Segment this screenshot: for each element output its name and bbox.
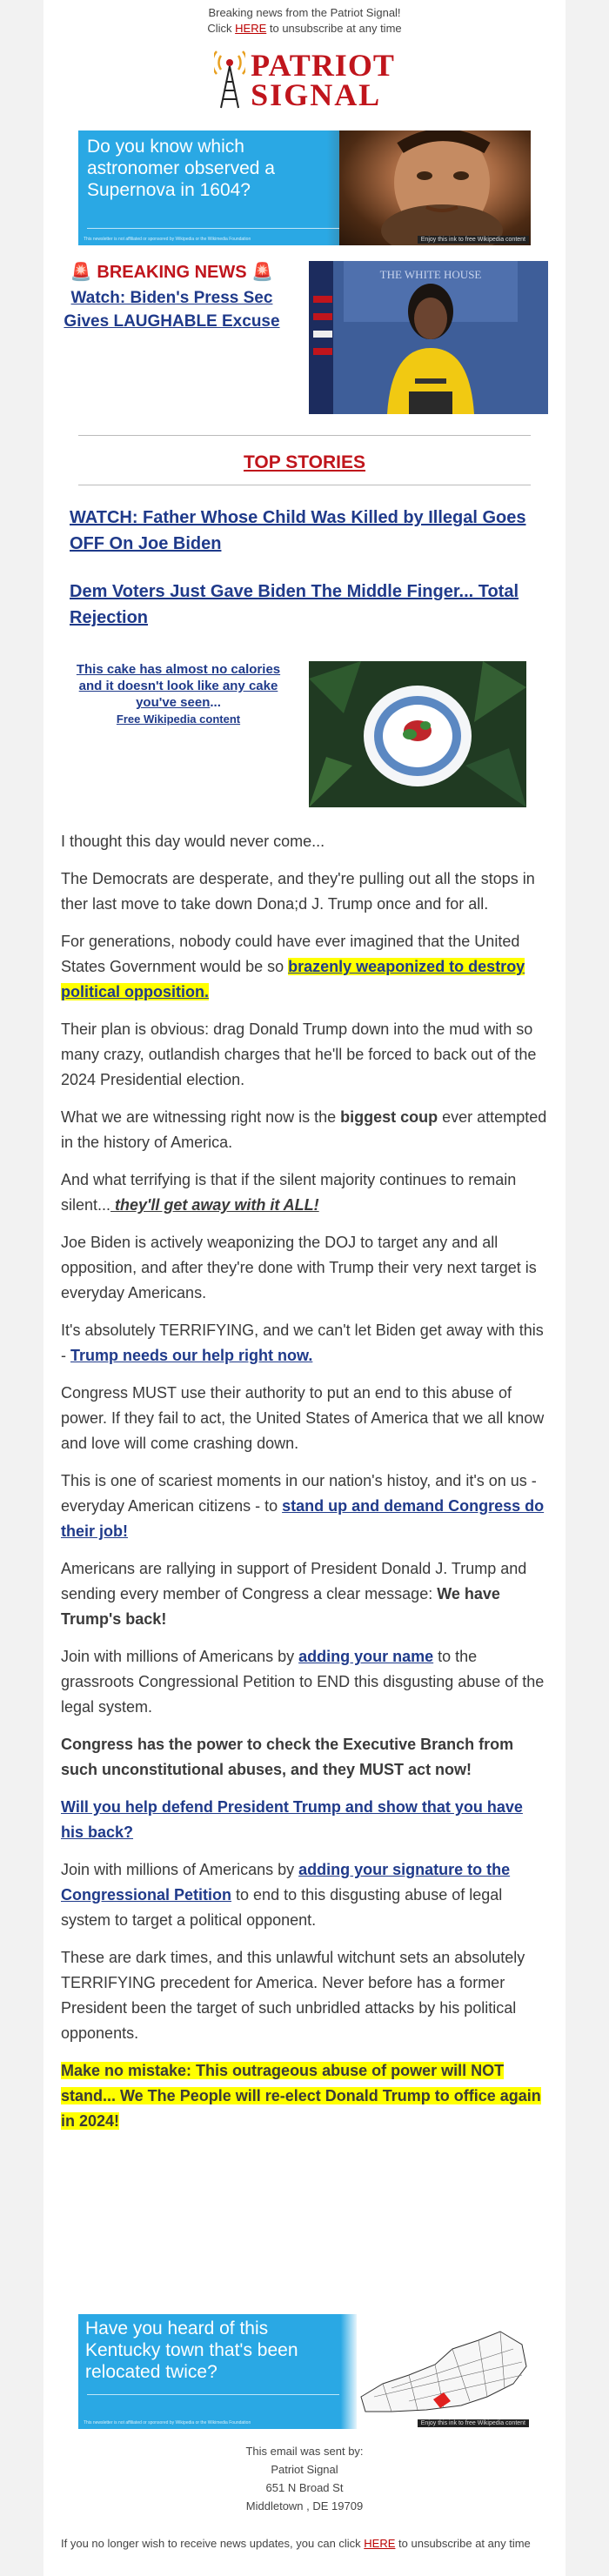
trumps-back-text: We have Trump's back! [61,1585,500,1628]
supernova-ad-banner[interactable] [78,130,531,245]
paragraph-14 [61,1795,548,1845]
logo-bottom-text: SIGNAL [251,77,382,112]
paragraph-6 [61,1168,548,1218]
preheader-unsub-before: Click [207,22,236,35]
preheader-unsubscribe-link[interactable]: HERE [235,22,267,35]
preheader-unsubscribe-line [44,21,566,37]
footer-address [44,2442,566,2515]
top-story-link-2[interactable]: Dem Voters Just Gave Biden The Middle Finger... Total Rejection [70,582,519,627]
cake-ad-link[interactable] [70,661,287,727]
top-story-link-1[interactable]: WATCH: Father Whose Child Was Killed by Illegal Goes OFF On Joe Biden [70,508,526,553]
paragraph-9: Congress MUST use their authority to put an end to this abuse of power. If they fail to act, the United States of America that we all know and love will come crashing down. [61,1384,545,1452]
biggest-coup-text: biggest coup [340,1108,438,1126]
paragraph-2: The Democrats are desperate, and they're pulling out all the stops in ther last move to take down Dona;d J. Trump once and for all. [61,870,535,913]
footer-unsubscribe [61,2535,548,2553]
paragraph-7: Joe Biden is actively weaponizing the DOJ to target any and all opposition, and after they're done with Trump their very next target is everyday Americans. [61,1234,537,1301]
cake-ad-subtext: Free Wikipedia content [116,713,241,726]
radio-tower-icon [214,50,245,110]
paragraph-8 [61,1318,548,1368]
patriot-signal-logo[interactable] [44,50,566,118]
email-body [44,0,566,2576]
ad2-caption: Enjoy this ink to free Wikipedia content [418,2419,529,2427]
logo-text [251,50,395,110]
footer-city: Middletown , DE 19709 [245,2499,364,2512]
paragraph-12-text-b: to the grassroots Congressional Petition to END this disgusting abuse of the legal system. [61,1648,545,1716]
get-away-text: they'll get away with it ALL! [110,1196,319,1214]
kentucky-ad-banner[interactable] [78,2314,531,2429]
article-body [61,829,548,2146]
paragraph-13 [61,1732,548,1783]
footer-sent-by: This email was sent by: [245,2445,364,2458]
top-stories-heading: TOP STORIES [243,452,366,472]
unsubscribe-text-after: to unsubscribe at any time [395,2537,531,2550]
trump-needs-help-link[interactable]: Trump needs our help right now. [70,1347,313,1364]
petition-signature-link[interactable]: adding your signature to the Congressional Petition [61,1861,511,1904]
astronomer-portrait-image [339,130,531,245]
make-no-mistake-text: Make no mistake: This outrageous abuse of power will NOT stand... We The People will re-elect Donald Trump to office again in 2024! [61,2062,541,2130]
logo-top-text: PATRIOT [251,48,395,83]
paragraph-10 [61,1469,548,1544]
cake-ad-ellipsis: ... [210,695,221,710]
paragraph-12-text-a: Join with millions of Americans by [61,1648,299,1665]
paragraph-5-text-a: What we are witnessing right now is the [61,1108,341,1126]
paragraph-11-text: Americans are rallying in support of President Donald J. Trump and sending every member of Congress a clear message: [61,1560,527,1602]
footer-street: 651 N Broad St [265,2481,344,2494]
breaking-news-title: 🚨 BREAKING NEWS 🚨 [70,263,274,282]
kentucky-map-image [357,2314,531,2429]
ad2-headline: Have you heard of this Kentucky town that's been relocated twice? [85,2318,298,2382]
unsubscribe-text-before: If you no longer wish to receive news updates, you can click [61,2537,365,2550]
paragraph-12 [61,1644,548,1720]
defend-trump-link[interactable]: Will you help defend President Trump and show that you have his back? [61,1798,523,1841]
divider-top [78,435,531,436]
paragraph-5 [61,1105,548,1155]
ad2-divider [87,2394,339,2395]
breaking-news-block [61,261,283,333]
paragraph-15-text-a: Join with millions of Americans by [61,1861,299,1878]
paragraph-8-text: It's absolutely TERRIFYING, and we can't let Biden get away with this - [61,1321,544,1364]
congress-power-text: Congress has the power to check the Executive Branch from such unconstitutional abuses, and they MUST act now! [61,1736,514,1778]
paragraph-15-text-b: to end to this disgusting abuse of legal system to target a political opponent. [61,1886,503,1929]
footer-unsubscribe-link[interactable]: HERE [364,2537,396,2550]
paragraph-10-text: This is one of scariest moments in our nation's histoy, and it's on us - everyday American citizens - to [61,1472,537,1515]
white-house-sign: THE WHITE HOUSE [379,268,482,281]
ad1-disclaimer: This newsletter is not affiliated or sponsored by Wikipedia or the Wikimedia Foundation [84,237,251,242]
weaponized-link[interactable]: brazenly weaponized to destroy political opposition. [61,958,525,1000]
paragraph-16: These are dark times, and this unlawful witchunt sets an absolutely TERRIFYING precedent for America. Never before has a former President been the target of such unbridled attacks by his political opponents. [61,1949,525,2042]
paragraph-4: Their plan is obvious: drag Donald Trump down into the mud with so many crazy, outlandish charges that he'll be forced to back out of the 2024 Presidential election. [61,1020,537,1088]
ad1-caption: Enjoy this ink to free Wikipedia content [418,236,529,244]
adding-your-name-link[interactable]: adding your name [298,1648,434,1665]
preheader-text: Breaking news from the Patriot Signal! [208,6,401,19]
paragraph-1: I thought this day would never come... [61,833,325,850]
ad1-headline: Do you know which astronomer observed a Supernova in 1604? [87,137,275,200]
cake-image[interactable] [309,661,526,807]
footer-org: Patriot Signal [271,2463,338,2476]
breaking-news-link[interactable]: Watch: Biden's Press Sec Gives LAUGHABLE Excuse [64,289,280,331]
paragraph-11 [61,1556,548,1632]
cake-ad-text: This cake has almost no calories and it doesn't look like any cake you've seen [76,662,281,710]
preheader-unsub-after: to unsubscribe at any time [266,22,402,35]
ad1-divider [87,228,339,229]
paragraph-15 [61,1857,548,1933]
paragraph-5-text-b: ever attempted in the history of America. [61,1108,547,1151]
preheader [44,0,566,37]
paragraph-17 [61,2058,548,2134]
paragraph-3 [61,929,548,1005]
paragraph-6-text: And what terrifying is that if the silent majority continues to remain silent... [61,1171,517,1214]
ad2-disclaimer: This newsletter is not affiliated or sponsored by Wikipedia or the Wikimedia Foundation [84,2420,251,2425]
paragraph-3-text: For generations, nobody could have ever imagined that the United States Government would be so [61,933,520,975]
stand-up-link[interactable]: stand up and demand Congress do their job! [61,1497,545,1540]
press-secretary-image[interactable] [309,261,548,414]
